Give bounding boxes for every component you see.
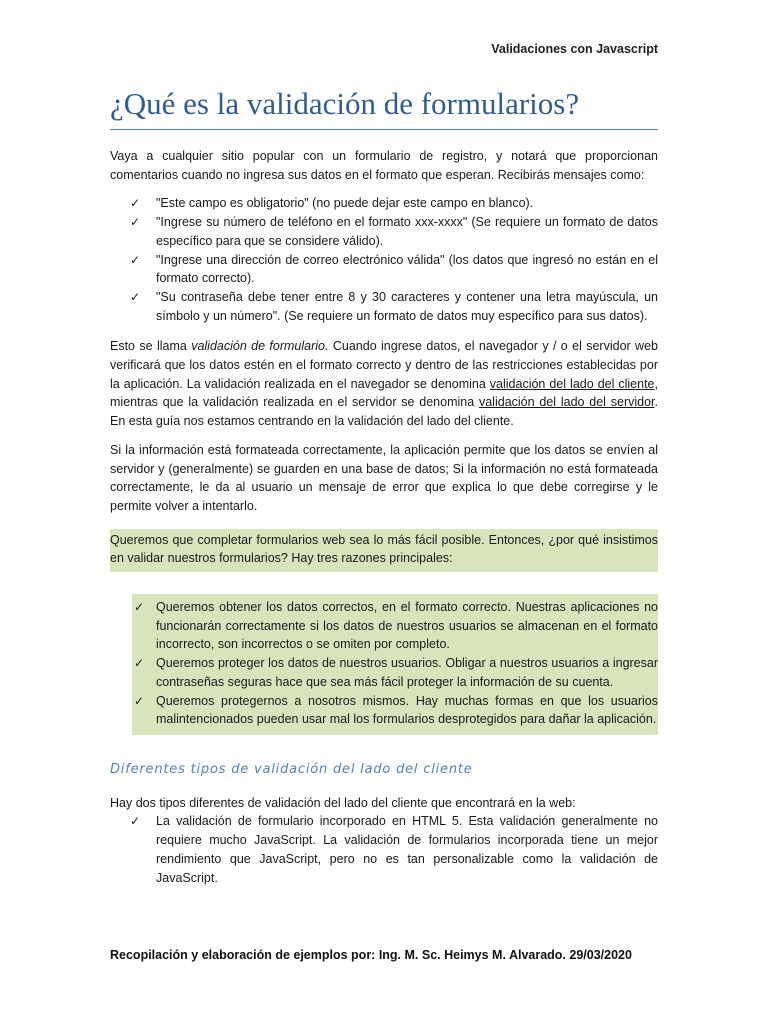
list-item: ✓ Queremos obtener los datos correctos, en el formato correcto. Nuestras aplicaciones no funcionarán correctamente si los datos de nuestros usuarios se almacenan en el formato incorrecto, son incorrectos o se omiten por completo. — [134, 600, 658, 652]
highlight-reasons — [132, 594, 658, 735]
section-subheading: Diferentes tipos de validación del lado del cliente — [110, 761, 473, 777]
list-item: ✓ Queremos proteger los datos de nuestros usuarios. Obligar a nuestros usuarios a ingresar contraseñas seguras hace que sea más fácil proteger la información de su cuenta. — [134, 656, 658, 689]
message-list — [110, 194, 658, 325]
check-icon: ✓ — [134, 656, 145, 671]
check-icon: ✓ — [130, 252, 141, 267]
check-icon: ✓ — [130, 814, 141, 829]
types-paragraph: Hay dos tipos diferentes de validación del lado del cliente que encontrará en la web: — [110, 795, 576, 810]
types-list — [110, 812, 658, 887]
check-icon: ✓ — [130, 215, 141, 230]
check-icon: ✓ — [134, 693, 145, 708]
reasons-list — [132, 598, 658, 729]
format-paragraph: Si la información está formateada correctamente, la aplicación permite que los datos se envíen al servidor y (generalmente) se guarden en una base de datos; Si la información no está formateada correctamente, le da al usuario un mensaje de error que explica lo que debe corregirse y le permite volver a intentarlo. — [110, 442, 658, 513]
highlight-intro: Queremos que completar formularios web sea lo más fácil posible. Entonces, ¿por qué insistimos en validar nuestros formularios? Hay tres razones principales: — [110, 529, 658, 572]
intro-paragraph: Vaya a cualquier sitio popular con un formulario de registro, y notará que proporcionan comentarios cuando no ingresa sus datos en el formato que esperan. Recibirás mensajes como: — [110, 149, 658, 182]
term-form-validation: validación de formulario. — [191, 339, 329, 354]
check-icon: ✓ — [130, 196, 141, 211]
client-side-link[interactable]: validación del lado del cliente — [489, 376, 655, 391]
list-item: ✓ "Este campo es obligatorio" (no puede dejar este campo en blanco). — [110, 194, 658, 213]
definition-paragraph: Esto se llama validación de formulario. Cuando ingrese datos, el navegador y / o el servidor web verificará que los datos estén en el formato correcto y dentro de las restricciones establecidas por la aplicación. La validación realizada en el navegador se denomina validación del lado del cliente, mientras que la validación realizada en el servidor se denomina validación del lado del servidor. En esta guía nos estamos centrando en la validación del lado del cliente. — [110, 339, 658, 429]
list-item: ✓ Queremos protegernos a nosotros mismos. Hay muchas formas en que los usuarios malintencionados pueden usar mal los formularios desprotegidos para dañar la aplicación. — [134, 693, 658, 727]
check-icon: ✓ — [134, 600, 145, 615]
document-body — [110, 147, 658, 899]
page-footer: Recopilación y elaboración de ejemplos por: Ing. M. Sc. Heimys M. Alvarado. 29/03/2020 — [110, 948, 632, 962]
list-item: ✓ "Ingrese su número de teléfono en el formato xxx-xxxx" (Se requiere un formato de datos específico para que se considere válido). — [130, 215, 658, 248]
page-title: ¿Qué es la validación de formularios? — [110, 86, 580, 121]
list-item: ✓ "Ingrese una dirección de correo electrónico válida" (los datos que ingresó no están en el formato correcto). — [130, 252, 658, 286]
running-header: Validaciones con Javascript — [491, 42, 658, 56]
list-item: ✓ "Su contraseña debe tener entre 8 y 30 caracteres y contener una letra mayúscula, un símbolo y un número". (Se requiere un formato de datos muy específico para sus datos). — [130, 289, 658, 323]
title-underline — [110, 129, 658, 130]
check-icon: ✓ — [130, 289, 141, 304]
list-item: ✓ La validación de formulario incorporado en HTML 5. Esta validación generalmente no requiere mucho JavaScript. La validación de formularios incorporada tiene un mejor rendimiento que JavaScript, pero no es tan personalizable como la validación de JavaScript. — [130, 814, 658, 885]
server-side-link[interactable]: validación del lado del servidor — [478, 395, 655, 410]
